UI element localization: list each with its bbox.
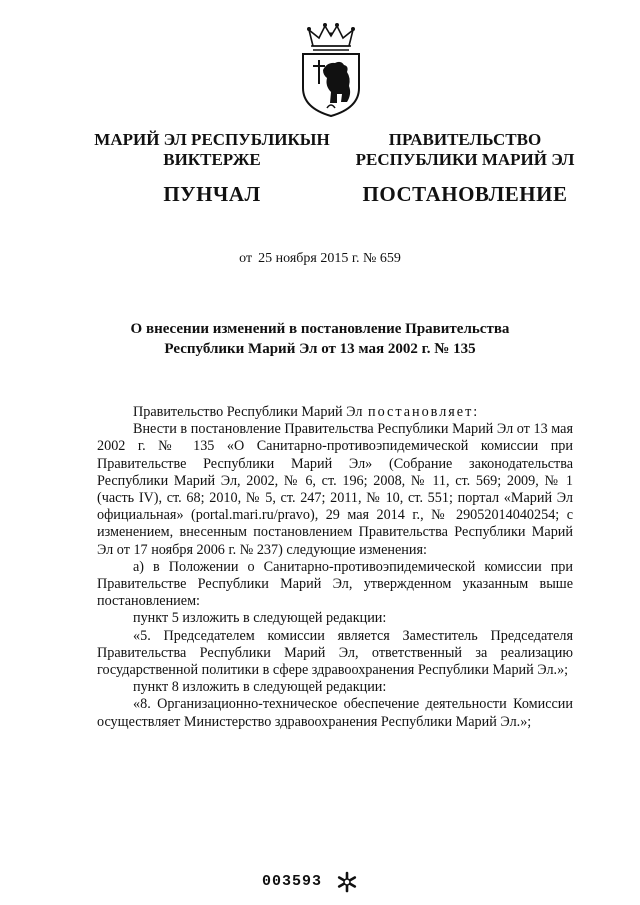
body-paragraph-6: пункт 8 изложить в следующей редакции: — [133, 679, 387, 696]
date-prefix: от — [239, 251, 253, 266]
document-title-line2: Республики Марий Эл от 13 мая 2002 г. № 135 — [164, 341, 476, 357]
document-title — [90, 319, 550, 359]
coat-of-arms-emblem — [297, 22, 365, 118]
body-paragraph-7: «8. Организационно-техническое обеспечение деятельности Комиссии осуществляет Министерство здравоохранения Республики Марий Эл.»; — [97, 696, 573, 730]
header-right-doc-type: ПОСТАНОВЛЕНИЕ — [362, 182, 568, 206]
header-left-block — [92, 130, 332, 204]
header-right-block — [345, 130, 585, 204]
date-line — [0, 251, 640, 267]
header-right-line2: РЕСПУБЛИКИ МАРИЙ ЭЛ — [355, 150, 575, 169]
serial-number: 003593 — [262, 873, 323, 890]
body-paragraph-1 — [97, 404, 573, 421]
body-paragraph-5: «5. Председателем комиссии является Заместитель Председателя Правительства Республики Марий Эл, ответственный за реализацию государственной политики в сфере здравоохранения Республики Марий Эл.»; — [97, 627, 573, 679]
body-paragraph-1-text: Правительство Республики Марий Эл — [133, 404, 363, 420]
header-left-line2: ВИКТЕРЖЕ — [163, 150, 261, 169]
document-body — [97, 404, 573, 731]
body-paragraph-4: пункт 5 изложить в следующей редакции: — [133, 610, 387, 627]
body-paragraph-3: а) в Положении о Санитарно-противоэпидемической комиссии при Правительстве Республики Марий Эл, утвержденном указанным выше постановлением: — [97, 558, 573, 610]
header-left-line1: МАРИЙ ЭЛ РЕСПУБЛИКЫН — [94, 130, 330, 149]
document-date-number: 25 ноября 2015 г. № 659 — [258, 251, 401, 266]
asterisk-icon — [336, 871, 358, 893]
header-right-line1: ПРАВИТЕЛЬСТВО — [388, 130, 542, 149]
document-title-line1: О внесении изменений в постановление Правительства — [130, 321, 510, 337]
body-paragraph-2: Внести в постановление Правительства Республики Марий Эл от 13 мая 2002 г. № 135 «О Санитарно-противоэпидемической комиссии при Правительстве Республики Марий Эл» (Собрание законодательства Республики Марий Эл, 2002, № 6, ст. 196; 2008, № 11, ст. 569; 2009, № 1 (часть IV), ст. 68; 2010, № 5, ст. 247; 2011, № 10, ст. 551; портал «Марий Эл официальная» (portal.mari.ru/pravo), 29 мая 2014 г., № 29052014040254; с изменением, внесенным постановлением Правительства Республики Марий Эл от 17 ноября 2006 г. № 237) следующие изменения: — [97, 421, 573, 558]
header-left-doc-type: ПУНЧАЛ — [163, 182, 261, 206]
body-paragraph-1-spaced: постановляет: — [362, 404, 480, 420]
